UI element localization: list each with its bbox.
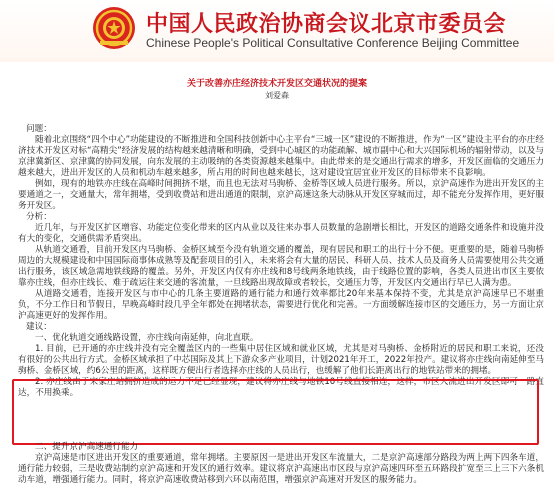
paragraph: 一、优化轨道交通线路设置，亦庄线向南延伸，向北直联。 — [35, 333, 259, 343]
document-body — [18, 124, 544, 399]
paragraph: 从道路交通看，连接开发区与市中心的几条主要道路的通行能力和通行效率都比20年来基本保持不变，尤其是京沪高速早已不堪重负，不分工作日和节假日，早晚高峰时段几乎全年都处在拥堵状态，需要进行优化和完善。一方面缓解连接市区的交通压力，另一方面让京沪高速更好的发挥作用。 — [18, 289, 544, 321]
paragraph: 2. 亦庄线由于宋家庄站拥挤造成的运力不足已经显现，建议将亦庄线与地铁10号线直接相连，这样，市区人流进出开发区即可一路直达，不用换乘。 — [18, 377, 544, 398]
paragraph: 近几年，与开发区扩区增容、功能定位变化带来的区内从业以及往来办事人员数量的急剧增长相比，开发区的道路交通条件和设施并没有大的变化，交通供需矛盾突出。 — [18, 223, 544, 244]
cppcc-emblem-icon — [92, 6, 136, 50]
document-body-lower — [18, 442, 544, 486]
document-author: 刘爱森 — [265, 91, 289, 100]
highlight-annotation-box — [12, 379, 539, 445]
organization-name-cn: 中国人民政治协商会议北京市委员会 — [146, 12, 507, 37]
section-heading-suggestion: 建议： — [26, 322, 52, 332]
paragraph: 例如，现有的地铁亦庄线在高峰时间拥挤不堪，而且也无法对马驹桥、金桥等区域人员进行服务。所以，京沪高速作为进出开发区的主要通道之一，交通量大，常年拥堵，受到收费站和进出通道的限制，京沪高速这条大动脉从开发区穿城而过，却不能充分发挥作用，更好服务开发区。 — [18, 179, 544, 211]
paragraph: 京沪高速是市区进出开发区的重要通道，常年拥堵。主要原因一是进出开发区车流量大，二是京沪高速部分路段为两上两下四条车道，通行能力较弱，三是收费站制约京沪高速和开发区的通行效率。建议将京沪高速出市区段与京沪高速四环至五环路段扩宽至三上三下六条机动车道，增强通行能力。同时，将京沪高速收费站移到六环以南范围，增强京沪高速对开发区的服务能力。 — [18, 453, 544, 485]
paragraph: 1. 目前，已开通的亦庄线并没有完全覆盖区内的一些集中居住区域和就业区域，尤其是对马驹桥、金桥附近的居民和职工来说，还没有很好的公共出行方式。金桥区域承担了中芯国际及其上下游众多产业项目，计划2021年开工，2022年投产。建议将亦庄线向南延伸至马驹桥、金桥区域，约6公里的距离，这样既方便出行者选择亦庄线的人员出行，也缓解了他们长距离出行的地铁站带来的拥堵。 — [18, 344, 544, 376]
section-heading-analysis: 分析： — [26, 212, 52, 222]
organization-name-en: Chinese People's Political Consultative Conference Beijing Committee — [146, 36, 520, 50]
document-title: 关于改善亦庄经济技术开发区交通状况的提案 — [186, 79, 367, 89]
section-heading-problem: 问题： — [26, 124, 52, 134]
paragraph: 随着北京围绕“四个中心”功能建设的不断推进和全国科技创新中心主平台“三城一区”建设的不断推进，作为“一区”建设主平台的亦庄经济技术开发区对标“高精尖”经济发展的结构越来越清晰和明确，受到中心城区的功能疏解、城市副中心和大兴国际机场的辐射带动，以及与京津冀新区、京津冀的协同发展，向东发展的主动吸纳的各类资源越来越集中。由此带来的是交通出行需求的增多，开发区面临的交通压力越来越大，进出开发区的人员和机动车越来越多，所占用的时间也越来越长，这对建设宜居宜业开发区的目标带来不良影响。 — [18, 135, 544, 178]
paragraph: 从轨道交通看，目前开发区内马驹桥、金桥区域至今没有轨道交通的覆盖，现有居民和职工的出行十分不便。更重要的是，随着马驹桥周边的大规模建设和中国国际商事体成熟等及配套项目的引入，未来将会有大量的居民、科研人员、技术人员及商务人员需要使用公共交通出行服务，该区域急需地铁线路的覆盖。另外，开发区内仅有亦庄线和8号线两条地铁线，由于线路位置的影响，各类人员进出市区主要依靠亦庄线，但亦庄线长、难于疏运往来交通的客流量，一旦线路出现故障或者较长，交通压力等，开发区内交通出行早已人满为患。 — [18, 245, 544, 288]
page-header — [0, 0, 554, 62]
paragraph: 二、提升京沪高速通行能力 — [35, 442, 139, 452]
